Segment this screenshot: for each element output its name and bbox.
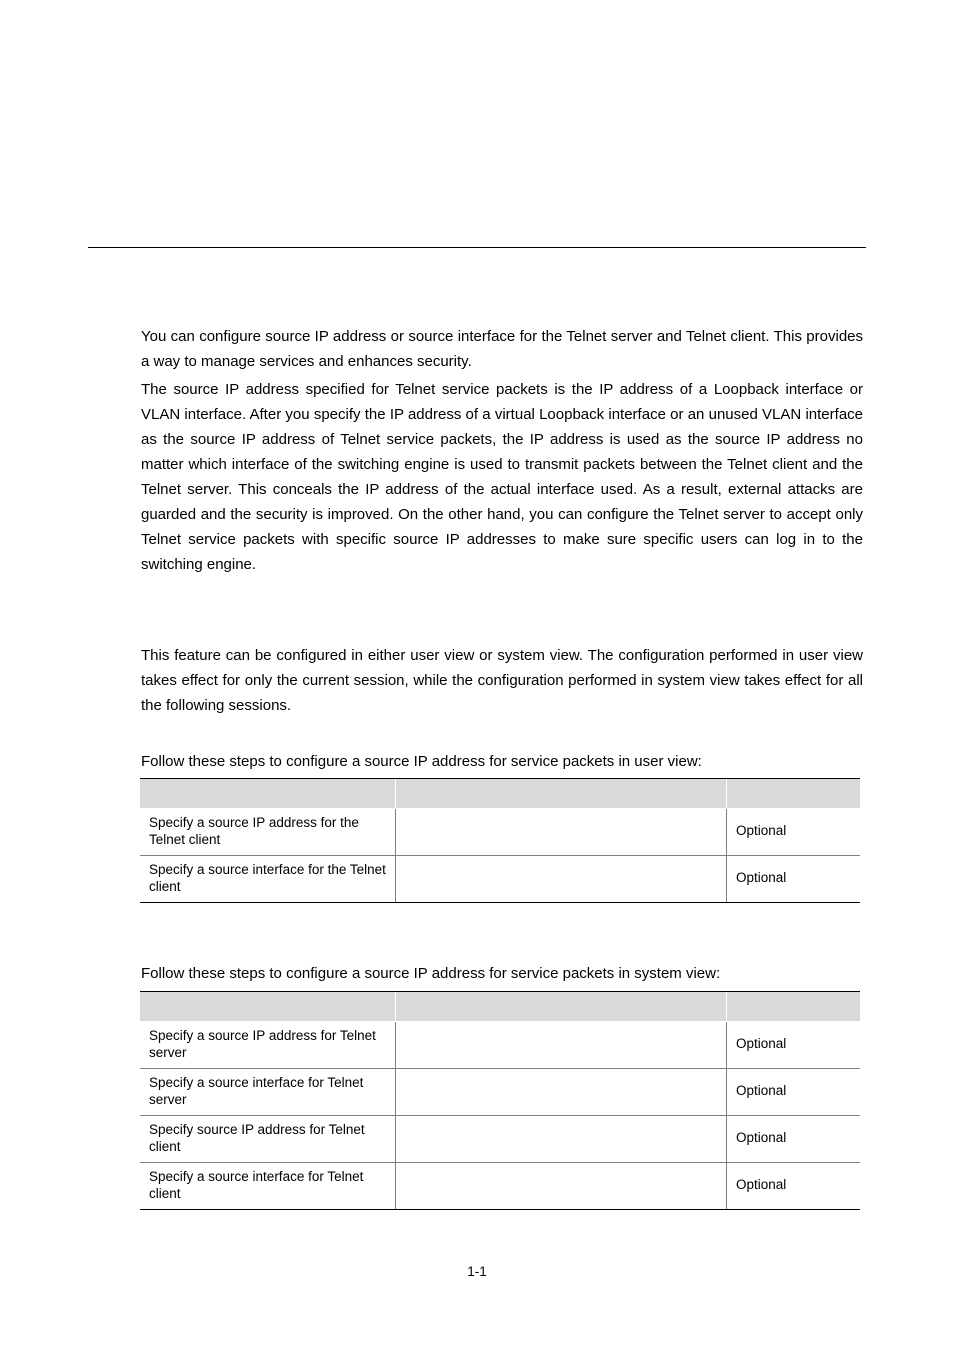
header-cell-command [396,992,727,1022]
remark-cell: Optional [726,809,860,856]
remark-cell: Optional [726,1163,860,1210]
command-cell [396,856,727,903]
table-row [140,1163,860,1210]
step-cell: Specify a source IP address for Telnet server [140,1022,396,1069]
remark-cell: Optional [726,1022,860,1069]
system-view-steps-table [140,991,860,1210]
table-row [140,1116,860,1163]
table-header-row [140,779,860,809]
command-cell [396,1022,727,1069]
command-cell [396,1069,727,1116]
page-number: 1-1 [467,1264,487,1279]
table-row [140,809,860,856]
remark-cell: Optional [726,1069,860,1116]
table-row [140,1069,860,1116]
system-view-lead: Follow these steps to configure a source IP address for service packets in system view: [141,965,721,982]
header-cell-remarks [726,992,860,1022]
remark-cell: Optional [726,1116,860,1163]
chapter-rule [88,247,866,248]
step-cell: Specify a source IP address for the Telnet client [140,809,396,856]
step-cell: Specify source IP address for Telnet client [140,1116,396,1163]
header-cell-step [140,992,396,1022]
table-row [140,856,860,903]
user-view-steps-table [140,778,860,903]
step-cell: Specify a source interface for Telnet server [140,1069,396,1116]
table-row [140,1022,860,1069]
table-header-row [140,992,860,1022]
config-note-paragraph: This feature can be configured in either user view or system view. The configuration performed in user view takes effect for only the current session, while the configuration performed in system view takes effect for all the following sessions. [141,647,863,714]
command-cell [396,809,727,856]
command-cell [396,1116,727,1163]
header-cell-command [396,779,727,809]
header-cell-remarks [726,779,860,809]
user-view-lead: Follow these steps to configure a source IP address for service packets in user view: [141,753,702,770]
remark-cell: Optional [726,856,860,903]
command-cell [396,1163,727,1210]
intro-paragraph-1: You can configure source IP address or source interface for the Telnet server and Telnet client. This provides a way to manage services and enhances security. [141,328,863,370]
intro-paragraph-2: The source IP address specified for Telnet service packets is the IP address of a Loopback interface or VLAN interface. After you specify the IP address of a virtual Loopback interface or an unused VLAN interface as the source IP address of Telnet service packets, the IP address is used as the source IP address no matter which interface of the switching engine is used to transmit packets between the Telnet client and the Telnet server. This conceals the IP address of the actual interface used. As a result, external attacks are guarded and the security is improved. On the other hand, you can configure the Telnet server to accept only Telnet service packets with specific source IP addresses to make sure specific users can log in to the switching engine. [141,381,863,573]
step-cell: Specify a source interface for the Telnet client [140,856,396,903]
step-cell: Specify a source interface for Telnet client [140,1163,396,1210]
header-cell-step [140,779,396,809]
